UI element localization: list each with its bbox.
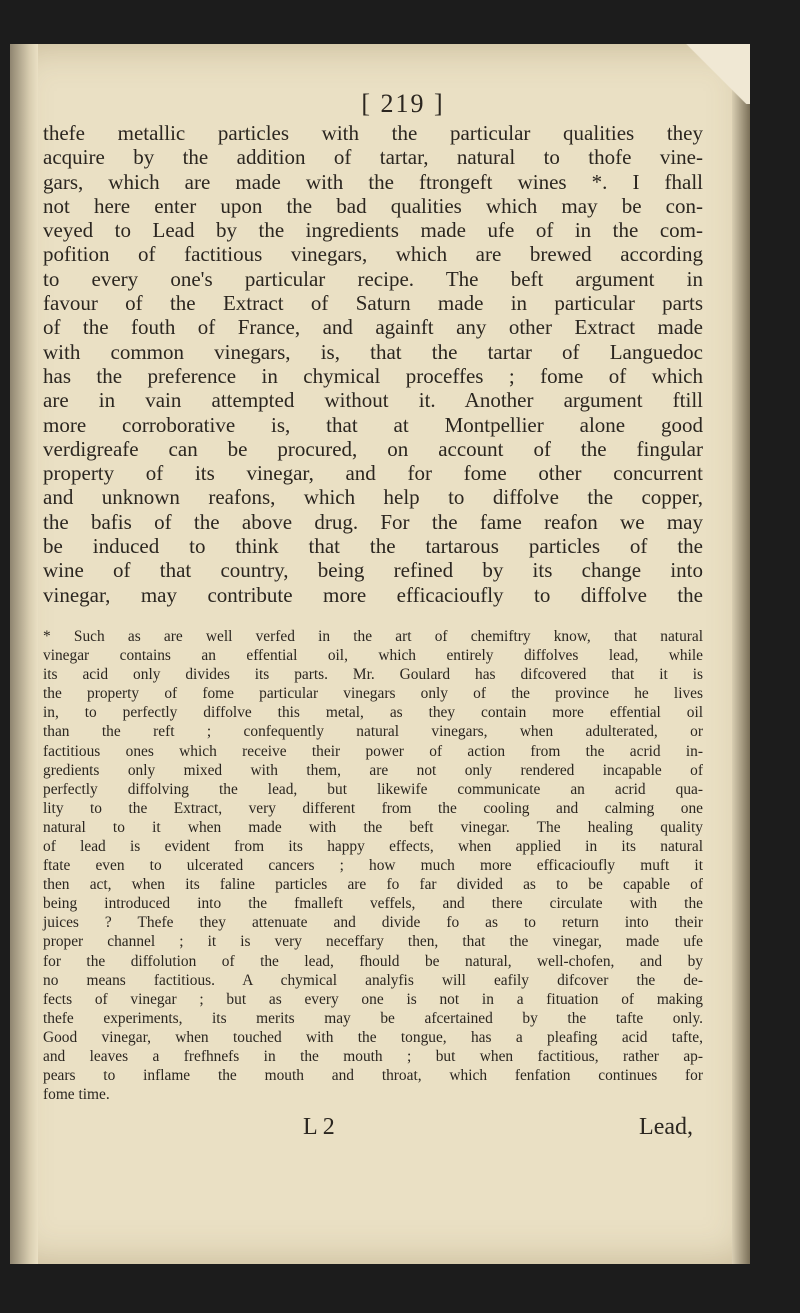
- catchword: Lead,: [639, 1114, 693, 1141]
- body-line: favour of the Extract of Saturn made in particular parts: [43, 291, 703, 316]
- footnote-line: * Such as are well verfed in the art of chemiftry know, that natural: [43, 627, 703, 645]
- footnote-line: its acid only divides its parts. Mr. Goulard has difcovered that it is: [43, 666, 703, 684]
- body-line: are in vain attempted without it. Another argument ftill: [43, 388, 703, 413]
- footnote-line: factitious ones which receive their power of action from the acrid in-: [43, 742, 703, 760]
- footnote-line: in, to perfectly diffolve this metal, as they contain more effential oil: [43, 704, 703, 722]
- page-footer: [43, 1114, 703, 1154]
- footnote-line: vinegar contains an effential oil, which entirely diffolves lead, while: [43, 647, 703, 665]
- body-line: to every one's particular recipe. The beft argument in: [43, 266, 703, 291]
- body-line: property of its vinegar, and for fome other concurrent: [43, 461, 703, 486]
- footnote-line: fome time.: [43, 1086, 110, 1104]
- body-line: vinegar, may contribute more efficacioufly to diffolve the: [43, 582, 703, 607]
- page-header: [ 219 ]: [361, 89, 445, 118]
- body-line: gars, which are made with the ftrongeft wines *. I fhall: [43, 169, 703, 194]
- footnote-line: proper channel ; it is very neceffary then, that the vinegar, made ufe: [43, 933, 703, 951]
- body-line: be induced to think that the tartarous particles of the: [43, 534, 703, 559]
- body-line: has the preference in chymical proceffes ; fome of which: [43, 363, 703, 388]
- body-line: verdigreafe can be procured, on account of the fingular: [43, 436, 703, 461]
- footnote-line: gredients only mixed with them, are not only rendered incapable of: [43, 761, 703, 779]
- body-line: of the fouth of France, and againft any other Extract made: [43, 315, 703, 340]
- footnote-line: thefe experiments, its merits may be afcertained by the tafte only.: [43, 1009, 703, 1027]
- page-binding-shadow: [10, 44, 38, 1264]
- footnote-line: ftate even to ulcerated cancers ; how much more efficacioufly muft it: [43, 857, 703, 875]
- body-line: pofition of factitious vinegars, which are brewed according: [43, 242, 703, 267]
- page-edge-shadow: [732, 44, 750, 1264]
- signature-mark: L 2: [303, 1114, 335, 1141]
- body-line: wine of that country, being refined by its change into: [43, 558, 703, 583]
- footnote-line: than the reft ; confequently natural vinegars, when adulterated, or: [43, 723, 703, 741]
- footnote-line: the property of fome particular vinegars only of the province he lives: [43, 685, 703, 703]
- footnote-line: being introduced into the fmalleft veffels, and there circulate with the: [43, 895, 703, 913]
- footnote-line: juices ? Thefe they attenuate and divide fo as to return into their: [43, 914, 703, 932]
- footnote-line: natural to it when made with the beft vinegar. The healing quality: [43, 818, 703, 836]
- body-line: veyed to Lead by the ingredients made ufe of in the com-: [43, 218, 703, 243]
- footnote-line: pears to inflame the mouth and throat, which fenfation continues for: [43, 1067, 703, 1085]
- body-line: with common vinegars, is, that the tartar of Languedoc: [43, 339, 703, 364]
- body-line: more corroborative is, that at Montpellier alone good: [43, 412, 703, 437]
- footnote-line: and leaves a frefhnefs in the mouth ; but when factitious, rather ap-: [43, 1048, 703, 1065]
- main-text: [43, 121, 703, 607]
- footnote-line: fects of vinegar ; but as every one is not in a fituation of making: [43, 990, 703, 1008]
- footnote: [43, 627, 703, 1104]
- footnote-line: for the diffolution of the lead, fhould be natural, well-chofen, and by: [43, 952, 703, 970]
- body-line: and unknown reafons, which help to diffolve the copper,: [43, 485, 703, 510]
- body-line: acquire by the addition of tartar, natural to thofe vine-: [43, 145, 703, 170]
- body-line: thefe metallic particles with the particular qualities they: [43, 121, 703, 145]
- footnote-line: lity to the Extract, very different from the cooling and calming one: [43, 799, 703, 817]
- footnote-line: Good vinegar, when touched with the tongue, has a pleafing acid tafte,: [43, 1028, 703, 1046]
- body-line: not here enter upon the bad qualities which may be con-: [43, 193, 703, 218]
- footnote-line: of lead is evident from its happy effects, when applied in its natural: [43, 837, 703, 855]
- body-line: the bafis of the above drug. For the fame reafon we may: [43, 509, 703, 534]
- footnote-line: then act, when its faline particles are fo far divided as to be capable of: [43, 876, 703, 894]
- page-text: [43, 89, 703, 1154]
- footnote-line: no means factitious. A chymical analyfis will eafily difcover the de-: [43, 971, 703, 989]
- footnote-line: perfectly diffolving the lead, but likewife communicate an acrid qua-: [43, 780, 703, 798]
